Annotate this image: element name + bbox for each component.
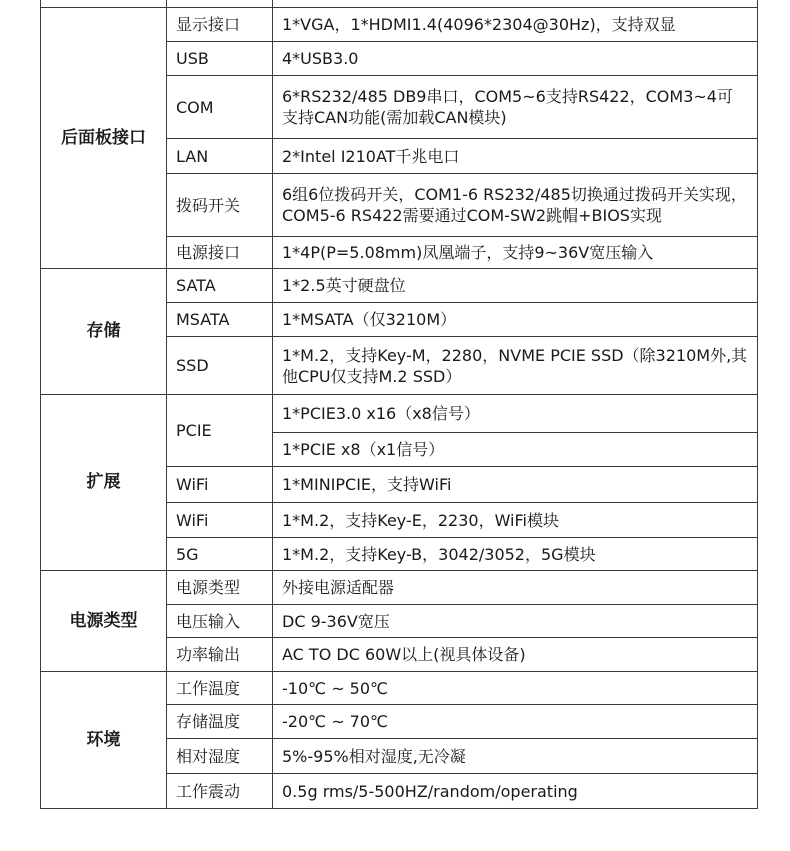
table-row [41, 8, 758, 42]
item-value: 1*MINIPCIE，支持WiFi [273, 467, 758, 503]
item-label: PCIE [167, 395, 273, 467]
group-label-expansion: 扩展 [41, 395, 167, 571]
item-label: 电源类型 [167, 571, 273, 605]
item-value: 1*PCIE x8（x1信号） [273, 433, 758, 467]
item-label: SSD [167, 337, 273, 395]
item-value: 1*MSATA（仅3210M） [273, 303, 758, 337]
item-label: 存储温度 [167, 705, 273, 739]
item-value: 6组6位拨码开关，COM1-6 RS232/485切换通过拨码开关实现，COM5-6 RS422需要通过COM-SW2跳帽+BIOS实现 [273, 174, 758, 237]
item-value: 1*4P(P=5.08mm)凤凰端子，支持9~36V宽压输入 [273, 237, 758, 269]
item-label: LAN [167, 139, 273, 174]
item-label: 功率输出 [167, 638, 273, 672]
table-row [41, 672, 758, 705]
item-label: 拨码开关 [167, 174, 273, 237]
item-value: 5%-95%相对湿度,无冷凝 [273, 739, 758, 774]
item-label: 电源接口 [167, 237, 273, 269]
item-label: SATA [167, 269, 273, 303]
item-label: 5G [167, 538, 273, 571]
spec-table [40, 0, 758, 809]
item-value: 4*USB3.0 [273, 42, 758, 76]
item-value: -20℃ ~ 70℃ [273, 705, 758, 739]
group-label-environment: 环境 [41, 672, 167, 809]
item-value: AC TO DC 60W以上(视具体设备) [273, 638, 758, 672]
item-label: USB [167, 42, 273, 76]
item-label: 工作温度 [167, 672, 273, 705]
item-value: 1*2.5英寸硬盘位 [273, 269, 758, 303]
item-value: DC 9-36V宽压 [273, 605, 758, 638]
item-label: COM [167, 76, 273, 139]
item-value: 0.5g rms/5-500HZ/random/operating [273, 774, 758, 809]
item-label: 工作震动 [167, 774, 273, 809]
item-label: 显示接口 [167, 8, 273, 42]
group-label-storage: 存储 [41, 269, 167, 395]
table-row [41, 571, 758, 605]
item-value: 外接电源适配器 [273, 571, 758, 605]
table-row [41, 269, 758, 303]
item-value: 2*Intel I210AT千兆电口 [273, 139, 758, 174]
item-value: 1*PCIE3.0 x16（x8信号） [273, 395, 758, 433]
item-value: 6*RS232/485 DB9串口，COM5~6支持RS422，COM3~4可支持CAN功能(需加载CAN模块) [273, 76, 758, 139]
item-label: 相对湿度 [167, 739, 273, 774]
table-row [41, 395, 758, 433]
item-value: 1*M.2，支持Key-E，2230，WiFi模块 [273, 503, 758, 538]
item-value: 1*VGA，1*HDMI1.4(4096*2304@30Hz)，支持双显 [273, 8, 758, 42]
item-label: 电压输入 [167, 605, 273, 638]
item-label: MSATA [167, 303, 273, 337]
item-value: 1*M.2，支持Key-B，3042/3052，5G模块 [273, 538, 758, 571]
table-row-clipped [41, 0, 758, 8]
item-value: -10℃ ~ 50℃ [273, 672, 758, 705]
group-label-power: 电源类型 [41, 571, 167, 672]
group-label-rear-panel: 后面板接口 [41, 8, 167, 269]
item-label: WiFi [167, 467, 273, 503]
item-label: WiFi [167, 503, 273, 538]
item-value: 1*M.2，支持Key-M，2280，NVME PCIE SSD（除3210M外,其他CPU仅支持M.2 SSD） [273, 337, 758, 395]
